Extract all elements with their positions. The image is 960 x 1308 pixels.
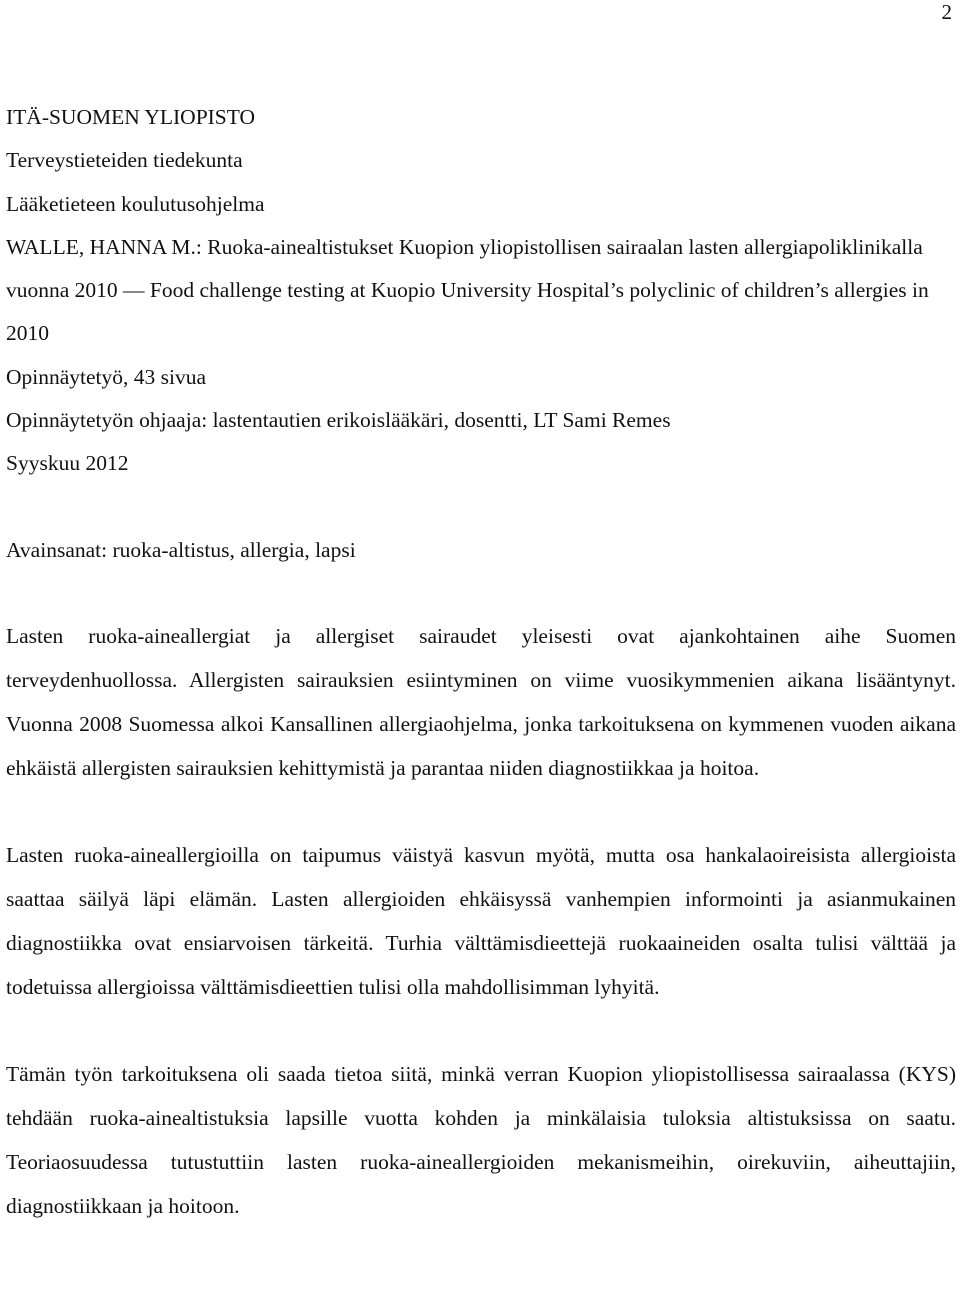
thesis-title: WALLE, HANNA M.: Ruoka-ainealtistukset Kuopion yliopistollisen sairaalan lasten allergiapoliklinikalla vuonna 2010 ― Food challenge testing at Kuopio University Hospital’s polyclinic of children’s allergies in 2010 bbox=[6, 234, 929, 346]
thesis-date: Syyskuu 2012 bbox=[6, 451, 129, 476]
thesis-supervisor: Opinnäytetyön ohjaaja: lastentautien erikoislääkäri, dosentti, LT Sami Remes bbox=[6, 408, 671, 433]
thesis-info: Opinnäytetyö, 43 sivua bbox=[6, 364, 207, 389]
abstract-paragraph-3: Tämän työn tarkoituksena oli saada tietoa siitä, minkä verran Kuopion yliopistollisessa sairaalassa (KYS) tehdään ruoka-ainealtistuksia lapsille vuotta kohden ja minkälaisia tuloksia altistuksissa on saatu. Teoriaosuudessa tutustuttiin lasten ruoka-aineallergioiden mekanismeihin, oirekuviin, aiheuttajiin, diagnostiikkaan ja hoitoon. bbox=[6, 1061, 956, 1218]
document-body bbox=[6, 96, 956, 1228]
abstract-paragraph-1: Lasten ruoka-aineallergiat ja allergiset sairaudet yleisesti ovat ajankohtainen aihe Suomen terveydenhuollossa. Allergisten sairauksien esiintyminen on viime vuosikymmenien aikana lisääntynyt. Vuonna 2008 Suomessa alkoi Kansallinen allergiaohjelma, jonka tarkoituksena on kymmenen vuoden aikana ehkäistä allergisten sairauksien kehittymistä ja parantaa niiden diagnostiikkaa ja hoitoa. bbox=[6, 623, 956, 780]
keywords: Avainsanat: ruoka-altistus, allergia, lapsi bbox=[6, 537, 356, 562]
abstract-paragraph-2: Lasten ruoka-aineallergioilla on taipumus väistyä kasvun myötä, mutta osa hankalaoireisista allergioista saattaa säilyä läpi elämän. Lasten allergioiden ehkäisyssä vanhempien informointi ja asianmukainen diagnostiikka ovat ensiarvoisen tärkeitä. Turhia välttämisdieettejä ruokaaineiden osalta tulisi välttää ja todetuissa allergioissa välttämisdieettien tulisi olla mahdollisimman lyhyitä. bbox=[6, 842, 956, 999]
page-number: 2 bbox=[941, 0, 952, 24]
thesis-header bbox=[6, 96, 956, 486]
university-name: ITÄ-SUOMEN YLIOPISTO bbox=[6, 105, 256, 129]
faculty-name: Terveystieteiden tiedekunta bbox=[6, 148, 243, 173]
programme-name: Lääketieteen koulutusohjelma bbox=[6, 191, 265, 216]
